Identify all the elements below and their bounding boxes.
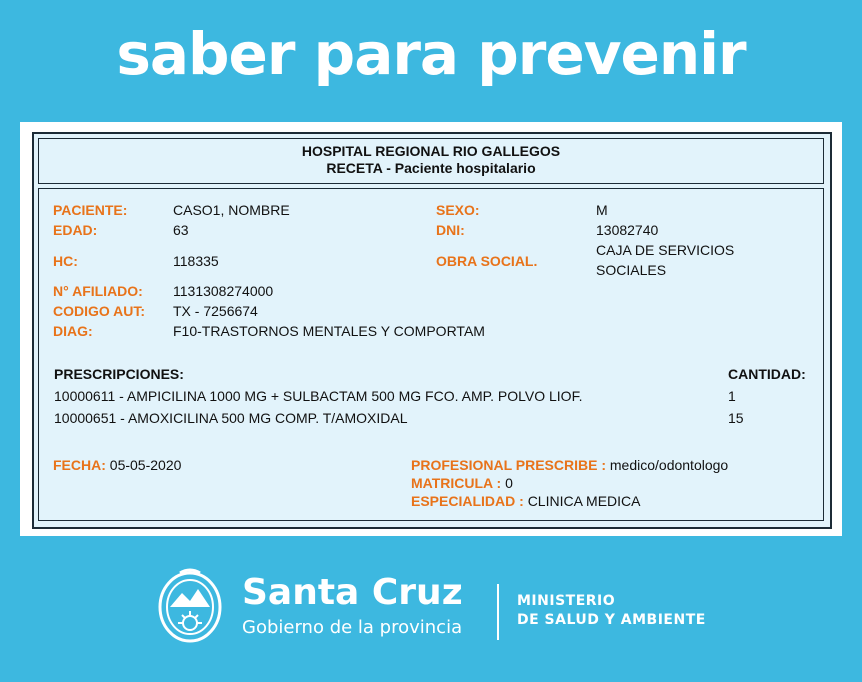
ministerio-line1: MINISTERIO	[517, 593, 616, 609]
diag-label: DIAG:	[53, 323, 93, 339]
provincial-seal-icon	[156, 567, 224, 645]
brand-name: Santa Cruz	[242, 572, 463, 613]
prescription-type: RECETA - Paciente hospitalario	[326, 160, 536, 176]
profesional-value: medico/odontologo	[609, 457, 729, 473]
hc-label: HC:	[53, 253, 78, 269]
cantidad-label: CANTIDAD:	[728, 366, 806, 382]
codigo-value: TX - 7256674	[173, 303, 258, 319]
hc-value: 118335	[173, 253, 219, 269]
sexo-label: SEXO:	[436, 202, 480, 218]
dni-label: DNI:	[436, 222, 465, 238]
prescription-item-qty: 1	[728, 388, 736, 404]
fecha-row	[53, 457, 181, 473]
prescription-item-desc: 10000611 - AMPICILINA 1000 MG + SULBACTAM 500 MG FCO. AMP. POLVO LIOF.	[54, 388, 583, 404]
afiliado-label: N° AFILIADO:	[53, 283, 143, 299]
prescription-body	[38, 188, 824, 521]
especialidad-value: CLINICA MEDICA	[527, 493, 641, 509]
fecha-label: FECHA:	[53, 457, 106, 473]
matricula-value: 0	[505, 475, 513, 491]
edad-label: EDAD:	[53, 222, 98, 238]
sexo-value: M	[596, 202, 608, 218]
prescription-form	[32, 132, 832, 529]
prescription-card	[20, 122, 842, 536]
diag-value: F10-TRASTORNOS MENTALES Y COMPORTAM	[173, 323, 485, 339]
ministerio-line2: DE SALUD Y AMBIENTE	[517, 612, 706, 628]
especialidad-label: ESPECIALIDAD :	[411, 493, 524, 509]
fecha-value: 05-05-2020	[109, 457, 182, 473]
edad-value: 63	[173, 222, 189, 238]
afiliado-value: 1131308274000	[173, 283, 274, 299]
matricula-label: MATRICULA :	[411, 475, 502, 491]
profesional-label: PROFESIONAL PRESCRIBE :	[411, 457, 606, 473]
prescription-item-desc: 10000651 - AMOXICILINA 500 MG COMP. T/AMOXIDAL	[54, 410, 408, 426]
dni-value: 13082740	[596, 222, 659, 238]
matricula-row	[411, 475, 513, 491]
profesional-row	[411, 457, 728, 473]
paciente-value: CASO1, NOMBRE	[173, 202, 290, 218]
gobierno-subtitle: Gobierno de la provincia	[242, 617, 463, 638]
obra-social-line1: CAJA DE SERVICIOS	[596, 242, 735, 258]
obra-social-line2: SOCIALES	[596, 262, 667, 278]
prescription-item-qty: 15	[728, 410, 744, 426]
prescription-header	[38, 138, 824, 184]
codigo-label: CODIGO AUT:	[53, 303, 146, 319]
obra-social-label: OBRA SOCIAL.	[436, 253, 538, 269]
paciente-label: PACIENTE:	[53, 202, 128, 218]
headline: saber para prevenir	[116, 20, 746, 88]
hospital-name: HOSPITAL REGIONAL RIO GALLEGOS	[301, 143, 561, 159]
prescripciones-label: PRESCRIPCIONES:	[54, 366, 184, 382]
footer-divider	[497, 584, 499, 640]
especialidad-row	[411, 493, 641, 509]
